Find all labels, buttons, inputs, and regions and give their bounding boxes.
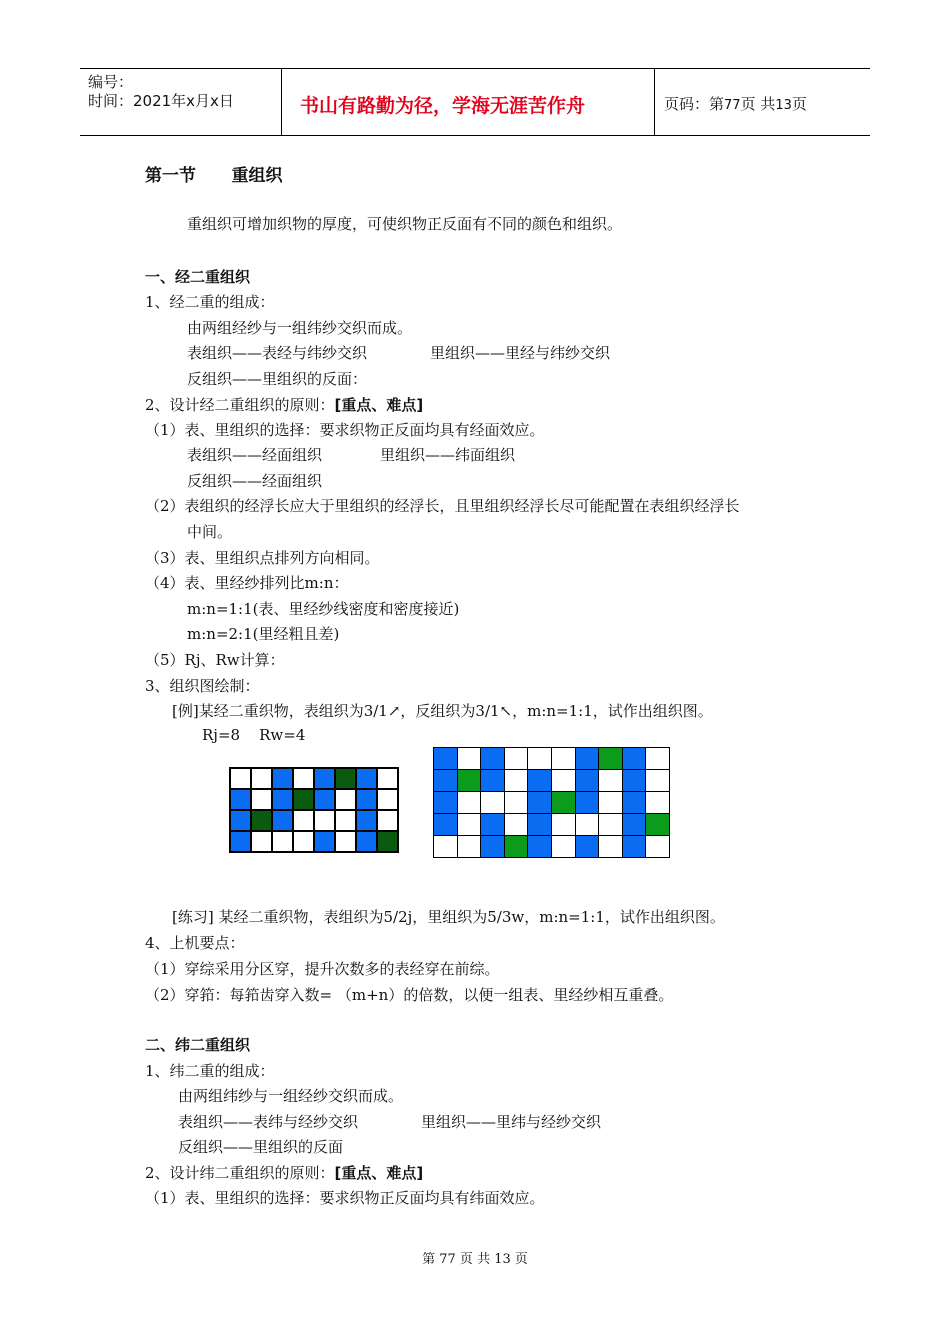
weave-cell xyxy=(528,792,552,814)
line-16: 3、组织图绘制： xyxy=(145,677,260,695)
weave-cell xyxy=(599,792,623,814)
line-m4: 反组织——里组织的反面 xyxy=(178,1138,344,1156)
weave-cell xyxy=(599,814,623,836)
line-21: （1）穿综采用分区穿，提升次数多的表经穿在前综。 xyxy=(145,960,500,978)
weave-cell xyxy=(252,769,273,790)
line-7a: 表组织——经面组织 xyxy=(187,446,323,464)
weave-cell xyxy=(294,769,315,790)
line-m6: （1）表、里组织的选择：要求织物正反面均具有纬面效应。 xyxy=(145,1189,545,1207)
weave-cell xyxy=(481,748,505,770)
weave-cell xyxy=(252,832,273,853)
weave-cell xyxy=(434,814,458,836)
weave-cell xyxy=(552,836,576,858)
page-suffix: 页 xyxy=(791,95,807,113)
weave-cell xyxy=(599,748,623,770)
line-5 xyxy=(145,394,423,415)
weave-cell xyxy=(646,836,670,858)
page-total: 13 xyxy=(775,98,792,113)
motto: 书山有路勤为径，学海无涯苦作舟 xyxy=(300,95,586,117)
page-current: 77 xyxy=(724,98,741,113)
weave-cell xyxy=(252,790,273,811)
line-3b: 里组织——里经与纬纱交织 xyxy=(430,344,611,362)
weave-cell xyxy=(623,748,647,770)
header-divider-1 xyxy=(281,68,282,136)
page-footer: 第 77 页 共 13 页 xyxy=(422,1252,528,1267)
weave-cell xyxy=(552,792,576,814)
weave-cell xyxy=(294,832,315,853)
weave-cell xyxy=(315,811,336,832)
weave-cell xyxy=(505,792,529,814)
weave-cell xyxy=(231,769,252,790)
header-bottom-rule xyxy=(80,135,870,136)
weave-cell xyxy=(231,790,252,811)
weave-cell xyxy=(273,832,294,853)
weave-cell xyxy=(552,814,576,836)
weave-cell xyxy=(273,811,294,832)
section-title: 第一节 重组织 xyxy=(145,166,283,186)
weave-cell xyxy=(576,814,600,836)
weave-cell xyxy=(252,811,273,832)
weave-cell xyxy=(505,748,529,770)
line-18: Rj=8 Rw=4 xyxy=(202,726,306,744)
header-top-rule xyxy=(80,68,870,69)
weave-cell xyxy=(294,790,315,811)
weave-cell xyxy=(357,790,378,811)
weave-cell xyxy=(646,792,670,814)
line-2: 由两组经纱与一组纬纱交织而成。 xyxy=(187,319,413,337)
weave-cell xyxy=(576,836,600,858)
weave-cell xyxy=(576,770,600,792)
weave-cell xyxy=(505,814,529,836)
line-11: （3）表、里组织点排列方向相同。 xyxy=(145,549,380,567)
line-m5-text: 2、设计纬二重组织的原则： xyxy=(145,1164,335,1182)
weave-cell xyxy=(623,836,647,858)
weave-cell xyxy=(458,792,482,814)
heading-warp-double: 一、经二重组织 xyxy=(145,268,251,286)
weave-cell xyxy=(434,748,458,770)
serial-label: 编号： xyxy=(88,73,134,91)
weave-cell xyxy=(528,836,552,858)
weave-cell xyxy=(378,769,399,790)
line-m5-emphasis: [重点、难点] xyxy=(334,1164,424,1182)
weave-diagram-large xyxy=(433,747,670,858)
weave-cell xyxy=(646,814,670,836)
weave-cell xyxy=(357,832,378,853)
line-6: （1）表、里组织的选择：要求织物正反面均具有经面效应。 xyxy=(145,421,545,439)
line-19: [练习] 某经二重织物，表组织为5/2j，里组织为5/3w，m:n=1:1，试作出组织图。 xyxy=(172,908,725,926)
weave-cell xyxy=(481,770,505,792)
weave-cell xyxy=(434,770,458,792)
line-m3a: 表组织——表纬与经纱交织 xyxy=(178,1113,359,1131)
weave-cell xyxy=(528,748,552,770)
line-m2: 由两组纬纱与一组经纱交织而成。 xyxy=(178,1087,404,1105)
line-m3b: 里组织——里纬与经纱交织 xyxy=(421,1113,602,1131)
line-7b: 里组织——纬面组织 xyxy=(380,446,516,464)
weave-cell xyxy=(357,811,378,832)
line-13: m:n=1:1(表、里经纱线密度和密度接近) xyxy=(187,600,460,618)
weave-cell xyxy=(357,769,378,790)
weave-cell xyxy=(336,811,357,832)
weave-cell xyxy=(336,790,357,811)
weave-cell xyxy=(552,748,576,770)
weave-cell xyxy=(378,811,399,832)
weave-cell xyxy=(378,832,399,853)
weave-cell xyxy=(576,792,600,814)
intro-text: 重组织可增加织物的厚度，可使织物正反面有不同的颜色和组织。 xyxy=(187,215,623,233)
weave-cell xyxy=(528,770,552,792)
line-3a: 表组织——表经与纬纱交织 xyxy=(187,344,368,362)
weave-cell xyxy=(481,814,505,836)
weave-cell xyxy=(315,832,336,853)
line-17: [例]某经二重织物，表组织为3/1↗，反组织为3/1↖，m:n=1:1，试作出组织图。 xyxy=(172,702,713,720)
weave-cell xyxy=(458,748,482,770)
weave-cell xyxy=(646,770,670,792)
line-8: 反组织——经面组织 xyxy=(187,472,323,490)
weave-cell xyxy=(599,836,623,858)
weave-diagram-small xyxy=(229,767,399,853)
weave-cell xyxy=(434,792,458,814)
weave-cell xyxy=(336,832,357,853)
weave-cell xyxy=(481,836,505,858)
line-5-text: 2、设计经二重组织的原则： xyxy=(145,396,335,414)
weave-cell xyxy=(231,832,252,853)
weave-cell xyxy=(458,770,482,792)
line-4: 反组织——里组织的反面： xyxy=(187,370,368,388)
page-code xyxy=(664,93,807,114)
weave-cell xyxy=(505,836,529,858)
weave-cell xyxy=(231,811,252,832)
weave-cell xyxy=(623,814,647,836)
line-22: （2）穿筘：每筘齿穿入数= （m+n）的倍数，以便一组表、里经纱相互重叠。 xyxy=(145,986,674,1004)
weave-cell xyxy=(434,836,458,858)
weave-cell xyxy=(294,811,315,832)
weave-cell xyxy=(576,748,600,770)
weave-cell xyxy=(458,814,482,836)
weave-cell xyxy=(552,770,576,792)
weave-cell xyxy=(273,769,294,790)
line-10: 中间。 xyxy=(187,523,233,541)
line-m1: 1、纬二重的组成： xyxy=(145,1062,275,1080)
weave-cell xyxy=(599,770,623,792)
weave-cell xyxy=(528,814,552,836)
weave-cell xyxy=(273,790,294,811)
weave-cell xyxy=(458,836,482,858)
weave-cell xyxy=(481,792,505,814)
line-1: 1、经二重的组成： xyxy=(145,293,275,311)
weave-cell xyxy=(646,748,670,770)
time-label: 时间：2021年x月x日 xyxy=(88,92,234,110)
line-9: （2）表组织的经浮长应大于里组织的经浮长，且里组织经浮长尽可能配置在表组织经浮长 xyxy=(145,497,740,515)
line-15: （5）Rj、Rw计算： xyxy=(145,651,285,669)
weave-cell xyxy=(315,769,336,790)
line-5-emphasis: [重点、难点] xyxy=(334,396,424,414)
page-prefix: 页码：第 xyxy=(664,95,725,113)
weave-cell xyxy=(336,769,357,790)
line-12: （4）表、里经纱排列比m:n： xyxy=(145,574,349,592)
weave-cell xyxy=(315,790,336,811)
weave-cell xyxy=(623,792,647,814)
page-middle: 页 共 xyxy=(740,95,776,113)
weave-cell xyxy=(505,770,529,792)
line-m5 xyxy=(145,1162,423,1183)
weave-cell xyxy=(378,790,399,811)
line-20: 4、上机要点： xyxy=(145,934,245,952)
weave-cell xyxy=(623,770,647,792)
header-divider-2 xyxy=(654,68,655,136)
heading-weft-double: 二、纬二重组织 xyxy=(145,1036,251,1054)
line-14: m:n=2:1(里经粗且差) xyxy=(187,625,340,643)
